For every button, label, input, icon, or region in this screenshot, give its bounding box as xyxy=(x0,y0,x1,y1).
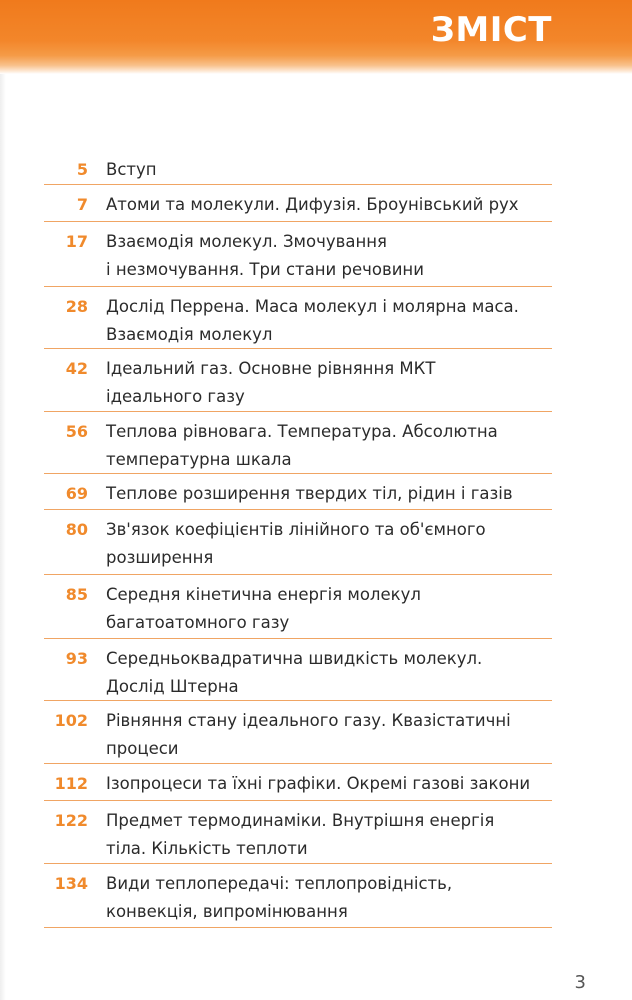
toc-title-line: Ідеальний газ. Основне рівняння МКТ xyxy=(106,359,436,378)
toc-entry[interactable] xyxy=(44,510,552,575)
toc-title-line: конвекція, випромінювання xyxy=(106,902,348,921)
toc-page-number: 80 xyxy=(65,520,88,539)
toc-title-line: Вступ xyxy=(106,160,157,179)
toc-title xyxy=(106,516,486,572)
toc-entry[interactable] xyxy=(44,474,552,510)
toc-entry[interactable] xyxy=(44,287,552,349)
toc-entry[interactable] xyxy=(44,185,552,222)
toc-title-line: Дослід Перрена. Маса молекул і молярна маса. xyxy=(106,297,519,316)
toc-page-number: 112 xyxy=(54,774,88,793)
toc-page-number: 134 xyxy=(54,874,88,893)
toc-page-number: 17 xyxy=(65,232,88,251)
page-title: ЗМІСТ xyxy=(430,10,552,50)
toc-title-line: Атоми та молекули. Дифузія. Броунівський рух xyxy=(106,195,519,214)
toc-entry[interactable] xyxy=(44,150,552,185)
toc-page-number: 122 xyxy=(54,811,88,830)
toc-entry[interactable] xyxy=(44,701,552,764)
toc-page-number: 56 xyxy=(65,422,88,441)
toc-title-line: розширення xyxy=(106,548,214,567)
toc-title xyxy=(106,156,157,184)
toc-entry[interactable] xyxy=(44,575,552,639)
toc-page-number: 93 xyxy=(65,649,88,668)
toc-page-number: 102 xyxy=(54,711,88,730)
toc-title xyxy=(106,645,482,701)
toc-title-line: Теплове розширення твердих тіл, рідин і газів xyxy=(106,484,513,503)
toc-title-line: тіла. Кількість теплоти xyxy=(106,839,308,858)
toc-title-line: Дослід Штерна xyxy=(106,677,239,696)
toc-title xyxy=(106,807,494,863)
toc-title-line: Взаємодія молекул xyxy=(106,325,273,344)
table-of-contents xyxy=(44,150,552,928)
toc-title-line: Середня кінетична енергія молекул xyxy=(106,585,421,604)
toc-title-line: ідеального газу xyxy=(106,387,245,406)
toc-entry[interactable] xyxy=(44,864,552,928)
toc-page-number: 69 xyxy=(65,484,88,503)
toc-title xyxy=(106,293,519,349)
page-number: 3 xyxy=(574,972,586,993)
toc-title xyxy=(106,355,435,411)
toc-page-number: 85 xyxy=(65,585,88,604)
toc-page-number: 42 xyxy=(65,359,88,378)
toc-entry[interactable] xyxy=(44,412,552,474)
toc-title-line: Взаємодія молекул. Змочування xyxy=(106,232,387,251)
toc-title-line: процеси xyxy=(106,739,179,758)
toc-title-line: Зв'язок коефіцієнтів лінійного та об'ємного xyxy=(106,520,486,539)
toc-title-line: багатоатомного газу xyxy=(106,613,290,632)
toc-title-line: Середньоквадратична швидкість молекул. xyxy=(106,649,483,668)
toc-page-number: 28 xyxy=(65,297,88,316)
toc-title xyxy=(106,870,452,926)
toc-entry[interactable] xyxy=(44,764,552,801)
toc-entry[interactable] xyxy=(44,349,552,412)
page-spine-shade xyxy=(0,0,6,1000)
toc-title-line: Види теплопередачі: теплопровідність, xyxy=(106,874,453,893)
toc-title xyxy=(106,480,513,508)
toc-title-line: Предмет термодинаміки. Внутрішня енергія xyxy=(106,811,495,830)
toc-page-number: 7 xyxy=(76,195,88,214)
toc-page-number: 5 xyxy=(76,160,88,179)
toc-title-line: і незмочування. Три стани речовини xyxy=(106,260,424,279)
toc-title xyxy=(106,418,498,474)
toc-title xyxy=(106,228,424,284)
toc-title-line: Ізопроцеси та їхні графіки. Окремі газові закони xyxy=(106,774,531,793)
toc-title xyxy=(106,191,519,219)
toc-title-line: Рівняння стану ідеального газу. Квазістатичні xyxy=(106,711,511,730)
toc-title-line: температурна шкала xyxy=(106,450,292,469)
toc-title xyxy=(106,581,421,637)
toc-entry[interactable] xyxy=(44,801,552,864)
toc-entry[interactable] xyxy=(44,222,552,287)
toc-title xyxy=(106,770,530,798)
toc-title xyxy=(106,707,511,763)
toc-entry[interactable] xyxy=(44,639,552,701)
toc-title-line: Теплова рівновага. Температура. Абсолютна xyxy=(106,422,498,441)
